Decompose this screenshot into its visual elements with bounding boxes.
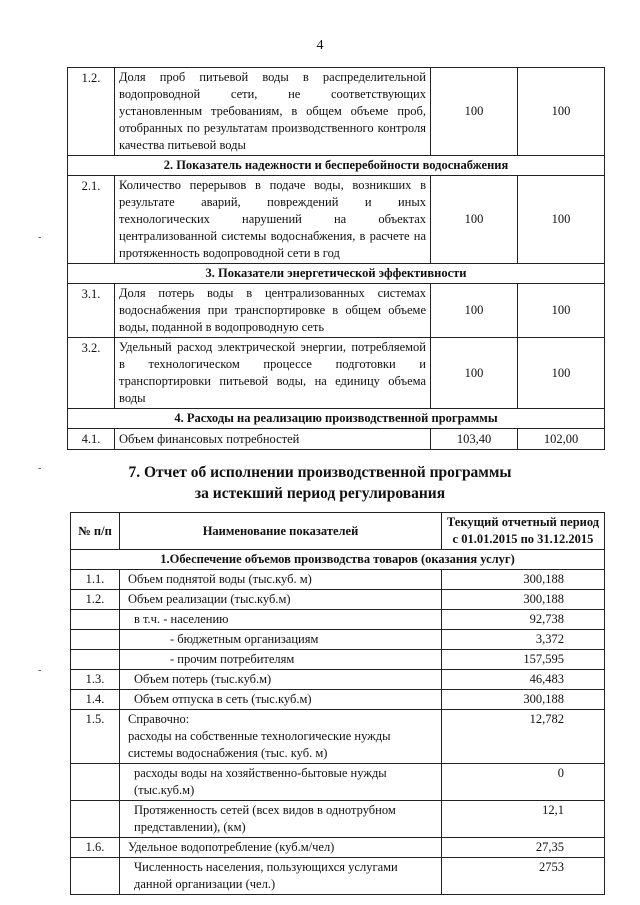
row-number: 1.2. [68, 68, 115, 156]
row-value-1: 100 [431, 338, 518, 409]
table-row [71, 838, 605, 858]
row-value: 46,483 [442, 670, 605, 690]
table-row [71, 650, 605, 670]
row-value: 92,738 [442, 610, 605, 630]
section-title: 4. Расходы на реализацию производственной программы [68, 409, 605, 429]
table-row [71, 690, 605, 710]
row-value: 157,595 [442, 650, 605, 670]
row-value: 0 [442, 764, 605, 801]
report-section-title: 1.Обеспечение объемов производства товаров (оказания услуг) [71, 550, 605, 570]
row-name: Объем реализации (тыс.куб.м) [120, 590, 442, 610]
table-row [71, 590, 605, 610]
header-num: № п/п [71, 513, 120, 550]
row-number [71, 764, 120, 801]
row-number: 1.6. [71, 838, 120, 858]
margin-mark: - [38, 232, 42, 243]
row-description: Объем финансовых потребностей [115, 429, 431, 450]
table-row [68, 338, 605, 409]
row-value-1: 100 [431, 284, 518, 338]
section-row [68, 409, 605, 429]
row-description: Количество перерывов в подаче воды, возникших в результате аварий, повреждений и иных технологических нарушений на объектах централизованной системы водоснабжения, в расчете на протяженность водопроводной сети в год [115, 176, 431, 264]
row-value-2: 100 [518, 176, 605, 264]
table-row [71, 610, 605, 630]
row-number: 3.1. [68, 284, 115, 338]
table-row [71, 710, 605, 764]
table-row [71, 570, 605, 590]
row-value-2: 102,00 [518, 429, 605, 450]
row-value: 300,188 [442, 590, 605, 610]
row-name: в т.ч. - населению [120, 610, 442, 630]
row-number [71, 630, 120, 650]
row-name: Протяженность сетей (всех видов в однотрубном представлении), (км) [120, 801, 442, 838]
row-number: 4.1. [68, 429, 115, 450]
row-number [71, 610, 120, 630]
table-row [68, 68, 605, 156]
margin-mark: - [38, 463, 42, 474]
row-name: Численность населения, пользующихся услугами данной организации (чел.) [120, 858, 442, 895]
row-number: 1.2. [71, 590, 120, 610]
section-title: 2. Показатель надежности и бесперебойности водоснабжения [68, 156, 605, 176]
row-name: Объем потерь (тыс.куб.м) [120, 670, 442, 690]
report-table [70, 512, 605, 895]
row-name: расходы воды на хозяйственно-бытовые нужды (тыс.куб.м) [120, 764, 442, 801]
row-number: 3.2. [68, 338, 115, 409]
report-table-header [71, 513, 605, 550]
report-section-row [71, 550, 605, 570]
section-7-title-line2: за истекший период регулирования [194, 485, 446, 502]
section-7-title-line1: 7. Отчет об исполнении производственной программы [128, 464, 512, 481]
table-row [71, 858, 605, 895]
table-row [68, 429, 605, 450]
section-title: 3. Показатели энергетической эффективности [68, 264, 605, 284]
row-value-2: 100 [518, 284, 605, 338]
row-value: 3,372 [442, 630, 605, 650]
row-name: Удельное водопотребление (куб.м/чел) [120, 838, 442, 858]
row-description: Доля проб питьевой воды в распределительной водопроводной сети, не соответствующих установленным требованиям, в общем объеме проб, отобранных по результатам производственного контроля качества питьевой воды [115, 68, 431, 156]
page-number: 4 [316, 38, 324, 53]
row-number: 1.5. [71, 710, 120, 764]
row-number: 1.3. [71, 670, 120, 690]
row-name: - прочим потребителям [120, 650, 442, 670]
row-value-2: 100 [518, 338, 605, 409]
row-description: Удельный расход электрической энергии, потребляемой в технологическом процессе подготовки и транспортировки питьевой воды, на единицу объема воды [115, 338, 431, 409]
row-value-1: 103,40 [431, 429, 518, 450]
row-value: 2753 [442, 858, 605, 895]
section-row [68, 156, 605, 176]
row-number [71, 650, 120, 670]
table-row [71, 630, 605, 650]
row-name: Объем поднятой воды (тыс.куб. м) [120, 570, 442, 590]
row-value: 12,1 [442, 801, 605, 838]
row-description: Доля потерь воды в централизованных системах водоснабжения при транспортировке в общем объеме воды, поданной в водопроводную сеть [115, 284, 431, 338]
section-7-title [0, 462, 640, 504]
table-row [71, 764, 605, 801]
row-value: 300,188 [442, 570, 605, 590]
indicators-table [67, 67, 605, 450]
row-name: - бюджетным организациям [120, 630, 442, 650]
table-row [68, 284, 605, 338]
margin-mark: - [38, 665, 42, 676]
header-period: Текущий отчетный период с 01.01.2015 по 31.12.2015 [442, 513, 605, 550]
table-row [71, 801, 605, 838]
table-row [68, 176, 605, 264]
section-row [68, 264, 605, 284]
row-number [71, 801, 120, 838]
row-value-2: 100 [518, 68, 605, 156]
table-row [71, 670, 605, 690]
row-number [71, 858, 120, 895]
row-number: 1.1. [71, 570, 120, 590]
row-number: 2.1. [68, 176, 115, 264]
row-number: 1.4. [71, 690, 120, 710]
row-value: 300,188 [442, 690, 605, 710]
row-name: Справочно: расходы на собственные технологические нужды системы водоснабжения (тыс. куб. м) [120, 710, 442, 764]
header-name: Наименование показателей [120, 513, 442, 550]
row-value-1: 100 [431, 176, 518, 264]
row-value: 27,35 [442, 838, 605, 858]
row-value-1: 100 [431, 68, 518, 156]
row-value: 12,782 [442, 710, 605, 764]
row-name: Объем отпуска в сеть (тыс.куб.м) [120, 690, 442, 710]
